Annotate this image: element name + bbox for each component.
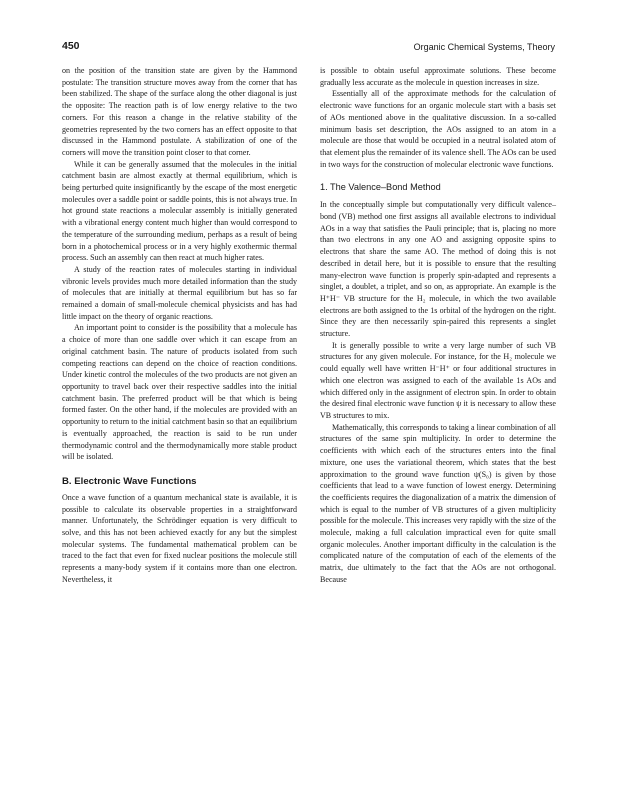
right-paragraph-3: In the conceptually simple but computationally very difficult valence–bond (VB) method one first assigns all available electrons to individual AOs in a way that satisfies the Pauli principle; that is, placing no more than two electrons in any one AO and assigning opposite spins to electrons that share the same AO. The method of doing this is not described in detail here, but it is possible to ensure that the resulting many-electron wave function is properly spin-adapted and represents a singlet, a doublet, a triplet, and so on, as appropriate. An example is the H⁺H⁻ VB structure for the H₂ molecule, in which the two available electrons are both assigned to the 1s orbital of the hydrogen on the right. Since they are then necessarily spin-paired this represents a singlet structure. — [320, 200, 556, 339]
left-column — [62, 65, 297, 586]
left-paragraph-4: An important point to consider is the possibility that a molecule has a choice of more than one saddle over which it can escape from an original catchment basin. The nature of products isolated from such competing reactions can depend on the choice of reaction conditions. Under kinetic control the molecules of the two products are not given an opportunity to travel back over their respective saddles into the initial catchment basin. The preferred product will be that which is being formed faster. On the other hand, if the molecules are provided with an opportunity to return to the initial catchment basin so that an equilibrium is eventually approached, the reaction is said to be run under thermodynamic control and the thermodynamically more stable product will be isolated. — [62, 323, 297, 462]
section-heading-electronic-wave-functions: B. Electronic Wave Functions — [62, 475, 197, 487]
subsection-heading-valence-bond: 1. The Valence–Bond Method — [320, 182, 441, 193]
right-paragraph-1: is possible to obtain useful approximate solutions. These become gradually less accurate as the molecule in question increases in size. — [320, 66, 556, 87]
right-paragraph-5: Mathematically, this corresponds to taking a linear combination of all structures of the same spin multiplicity. In order to determine the coefficients with which each of the structures enters into the final mixture, one uses the variational theorem, which states that the best approximation to the ground wave function ψ(S₀) is given by those coefficients that lead to a wave function of lowest energy. Determining the coefficients requires the diagonalization of a matrix the dimension of which is equal to the number of VB structures of a given multiplicity possible for the molecule. This increases very rapidly with the size of the molecule, making a full calculation impractical even for quite small organic molecules. Another important difficulty in the calculation is the complicated nature of the computation of each of the elements of the matrix, due ultimately to the fact that the AOs are not orthogonal. Because — [320, 422, 556, 584]
right-column — [320, 65, 556, 586]
running-head: Organic Chemical Systems, Theory — [413, 42, 555, 52]
left-paragraph-3: A study of the reaction rates of molecules starting in individual vibronic levels provides much more detailed information than the study of molecules that are initially at thermal equilibrium but has so far remained a domain of small-molecule chemical physicists and has had little impact on the theory of organic reactions. — [62, 264, 297, 321]
left-paragraph-5: Once a wave function of a quantum mechanical state is available, it is possible to calculate its observable properties in a straightforward manner. Unfortunately, the Schrödinger equation is very difficult to solve, and this has not been achieved exactly for any but the simplest molecular systems. The fundamental mathematical problem can be traced to the fact that even for fixed nuclear positions the molecule still represents a many-body system if it contains more than one electron. Nevertheless, it — [62, 492, 297, 584]
right-paragraph-4: It is generally possible to write a very large number of such VB structures for any given molecule. For instance, for the H₂ molecule we could equally well have written H⁻H⁺ or four additional structures in which one electron was assigned to each of the available 1s AOs and which differed only in the assignment of electron spin. In order to obtain the desired final electronic wave function ψ it is necessary to allow these VB structures to mix. — [320, 340, 556, 420]
page-number: 450 — [62, 40, 80, 52]
right-paragraph-2: Essentially all of the approximate methods for the calculation of electronic wave functions for an organic molecule start with a basis set of AOs mentioned above in the qualitative discussion. In a so-called minimum basis set description, the AOs assigned to an atom in a molecule are those that would be occupied in a neutral isolated atom of that element plus the remainder of its valence shell. The AOs can be used in two ways for the construction of molecular electronic wave functions. — [320, 89, 556, 169]
left-paragraph-1: on the position of the transition state are given by the Hammond postulate: The transition structure moves away from the corner that has been stabilized. The shape of the surface along the other diagonal is just the opposite: The reaction path is of low energy relative to the two corners. For this reason a change in the relative stability of the geometries represented by the two corners has an effect opposite to that discussed in the Hammond postulate. A stabilization of one of the corners will move the transition point closer to that corner. — [62, 66, 297, 157]
left-paragraph-2: While it can be generally assumed that the molecules in the initial catchment basin are almost exactly at thermal equilibrium, which is being perturbed quite insignificantly by the escape of the most energetic molecules over a saddle point or saddle points, this is not always true. In hot ground state reactions a molecular assembly is initially generated with a vibrational energy content much higher than would correspond to the temperature of the surrounding medium, perhaps as a result of being born in a photochemical process or in a very highly exothermic thermal process. Such an assembly can then react at much higher rates. — [62, 159, 297, 263]
